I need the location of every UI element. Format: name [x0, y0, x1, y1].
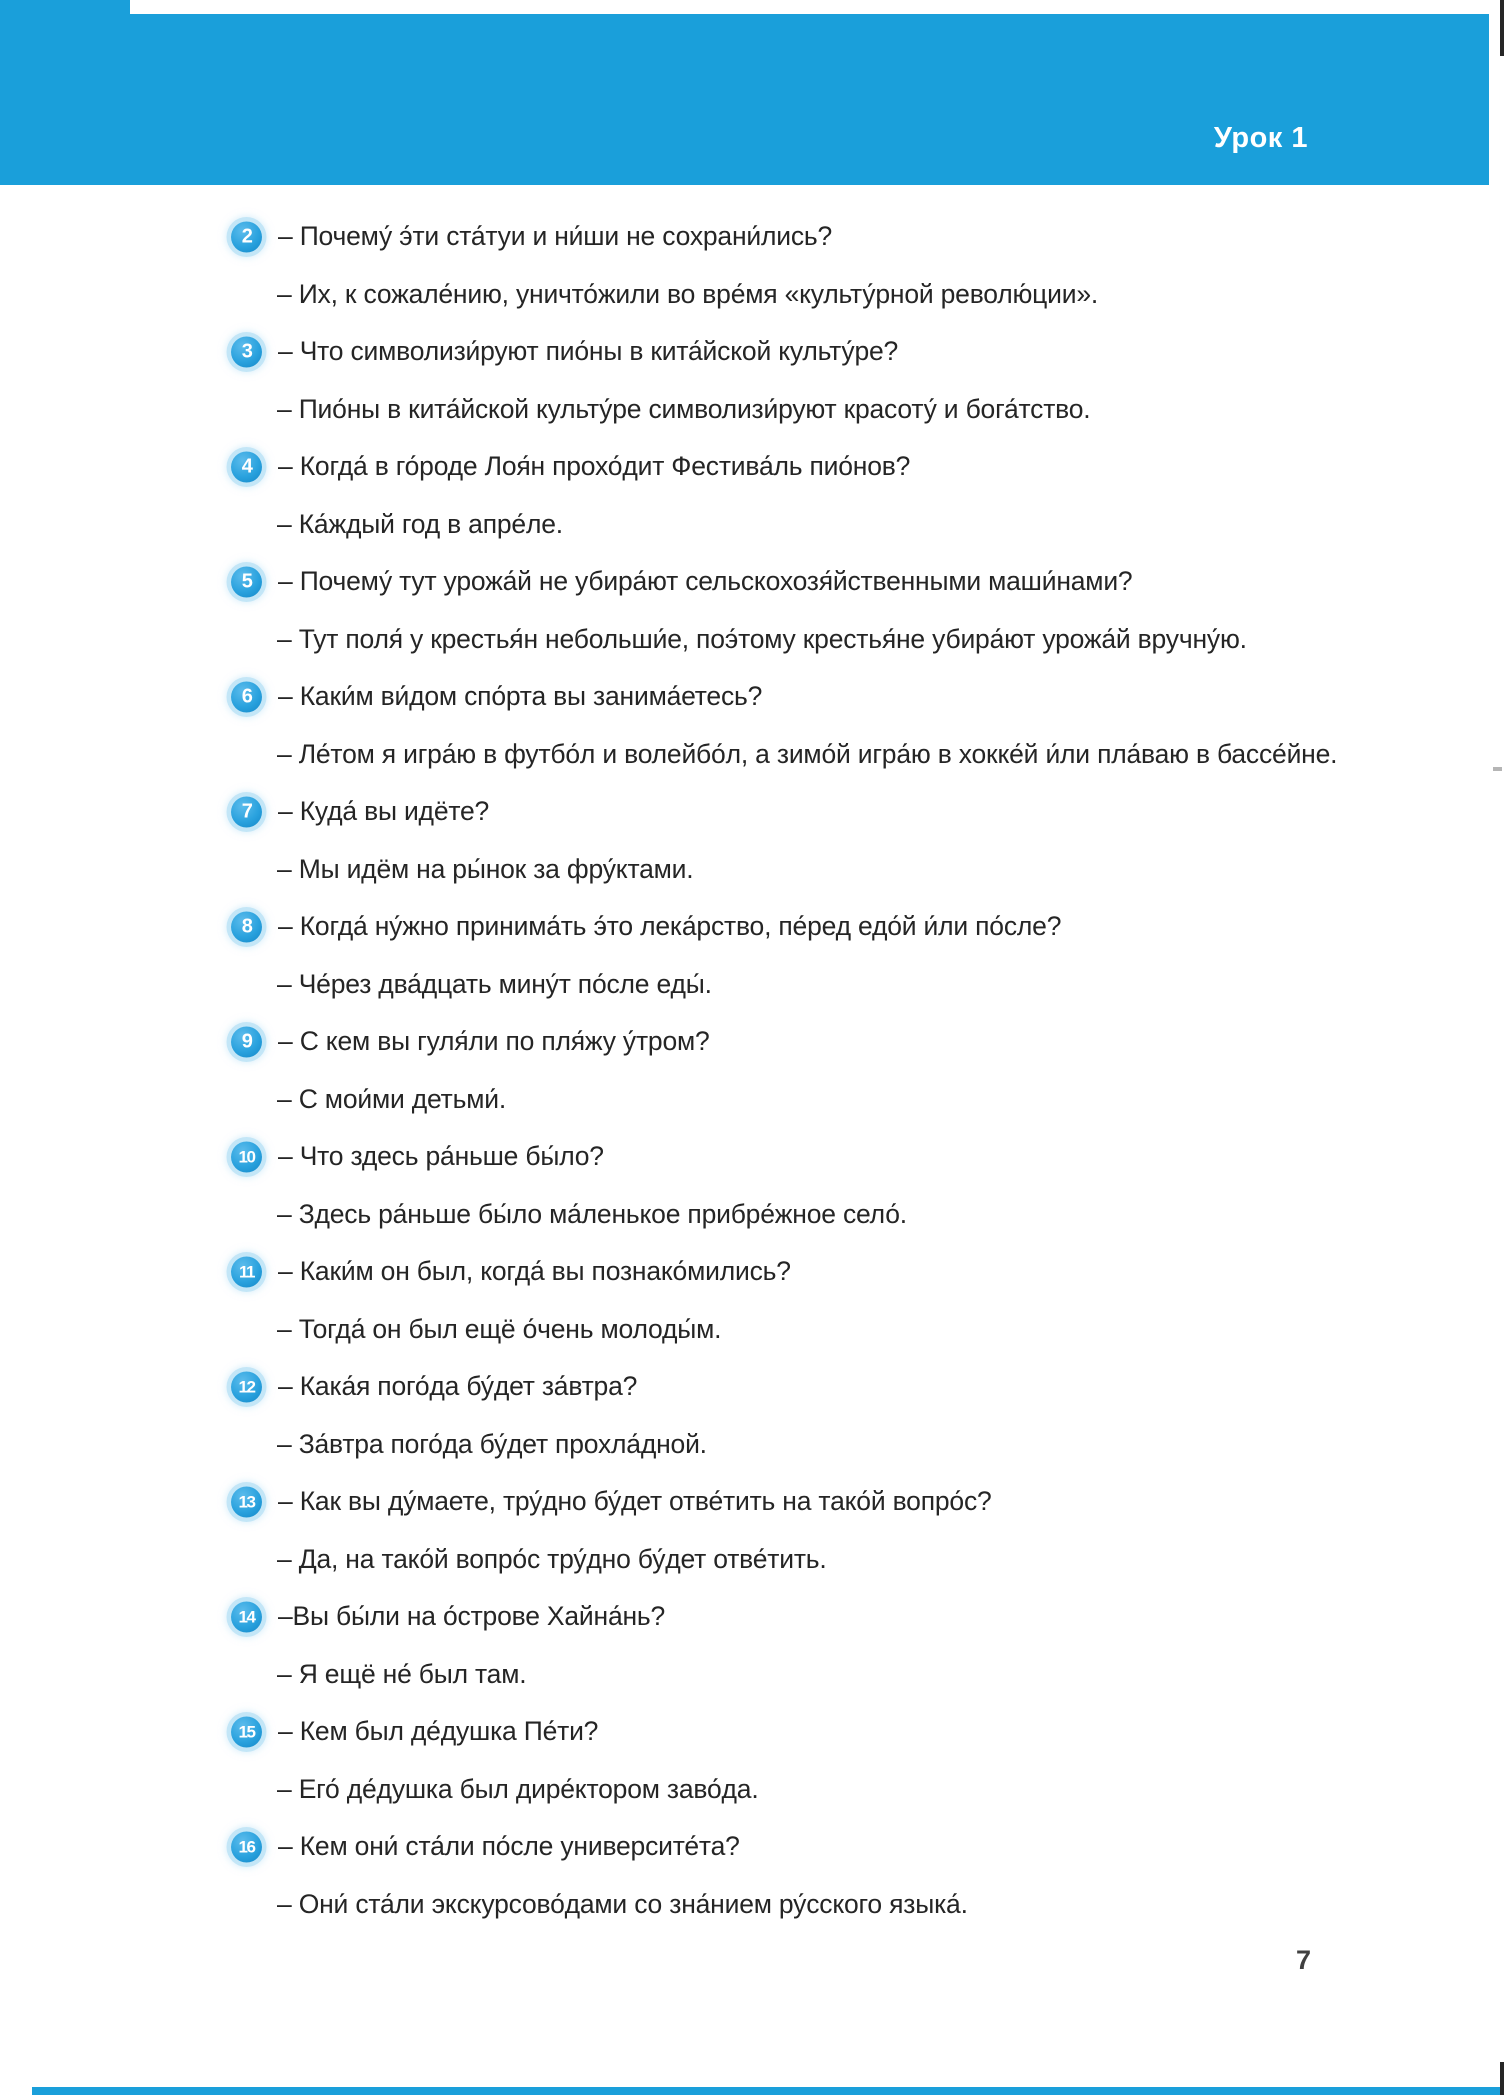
- answer-line: [0, 726, 1504, 784]
- scan-edge-artifact-dash: [1493, 767, 1502, 771]
- item-number: 14: [238, 1607, 255, 1627]
- question-line: [0, 1473, 1504, 1531]
- answer-line: [0, 956, 1504, 1014]
- item-number: 9: [241, 1030, 252, 1053]
- dialogue-item: [0, 898, 1504, 1013]
- item-number: 5: [241, 570, 252, 593]
- answer-text: – Тогда́ он был ещё о́чень молоды́м.: [277, 1313, 722, 1344]
- item-number-badge: [231, 1371, 262, 1402]
- question-line: [0, 898, 1504, 956]
- item-number: 11: [239, 1262, 254, 1282]
- question-line: [0, 1703, 1504, 1761]
- question-text: – Когда́ ну́жно принима́ть э́то лека́рство, пе́ред едо́й и́ли по́сле?: [278, 911, 1062, 942]
- question-line: [0, 323, 1504, 381]
- item-number: 4: [241, 455, 252, 478]
- dialogue-item: [0, 438, 1504, 553]
- item-number: 15: [238, 1722, 255, 1742]
- question-line: [0, 668, 1504, 726]
- answer-text: – Его́ де́душка был дире́ктором заво́да.: [277, 1773, 759, 1804]
- item-number-badge: [231, 1026, 262, 1057]
- answer-line: [0, 266, 1504, 324]
- item-number-badge: [231, 1256, 262, 1287]
- dialogue-item: [0, 208, 1504, 323]
- answer-text: – Ка́ждый год в апре́ле.: [277, 508, 563, 539]
- question-line: [0, 1243, 1504, 1301]
- answer-line: [0, 1416, 1504, 1474]
- question-text: – Когда́ в го́роде Лоя́н прохо́дит Фестива́ль пио́нов?: [278, 451, 911, 482]
- question-text: – Почему́ тут урожа́й не убира́ют сельскохозя́йственными маши́нами?: [278, 566, 1133, 597]
- question-text: – Что символизи́руют пио́ны в кита́йской культу́ре?: [278, 336, 899, 367]
- item-number: 2: [241, 225, 252, 248]
- item-number: 16: [238, 1837, 255, 1857]
- question-text: – Как вы ду́маете, тру́дно бу́дет отве́тить на тако́й вопро́с?: [278, 1486, 992, 1517]
- scan-edge-artifact-top: [1500, 0, 1504, 56]
- dialogue-item: [0, 1013, 1504, 1128]
- question-line: [0, 208, 1504, 266]
- dialogue-item: [0, 1358, 1504, 1473]
- answer-line: [0, 1646, 1504, 1704]
- answer-text: – Здесь ра́ньше бы́ло ма́ленькое прибре́жное село́.: [277, 1198, 907, 1229]
- question-line: [0, 438, 1504, 496]
- question-text: – С кем вы гуля́ли по пля́жу у́тром?: [278, 1026, 710, 1057]
- item-number: 3: [241, 340, 252, 363]
- question-text: – Каки́м он был, когда́ вы познако́мились?: [278, 1256, 791, 1287]
- dialogue-item: [0, 553, 1504, 668]
- item-number: 10: [238, 1147, 255, 1167]
- item-number-badge: [231, 1601, 262, 1632]
- question-text: – Что здесь ра́ньше бы́ло?: [278, 1141, 604, 1172]
- item-number: 13: [238, 1492, 255, 1512]
- dialogue-item: [0, 1588, 1504, 1703]
- dialogue-item: [0, 783, 1504, 898]
- answer-text: – Че́рез два́дцать мину́т по́сле еды́.: [277, 968, 712, 999]
- scan-edge-artifact-bottom: [1500, 2062, 1504, 2095]
- question-line: [0, 553, 1504, 611]
- dialogue-item: [0, 1128, 1504, 1243]
- page-number: 7: [1296, 1945, 1312, 1975]
- answer-line: [0, 1876, 1504, 1934]
- item-number-badge: [231, 1486, 262, 1517]
- dialogue-item: [0, 1818, 1504, 1933]
- answer-line: [0, 1071, 1504, 1129]
- dialogue-item: [0, 1243, 1504, 1358]
- answer-text: – Мы идём на ры́нок за фру́ктами.: [277, 853, 694, 884]
- item-number-badge: [231, 566, 262, 597]
- item-number: 7: [241, 800, 252, 823]
- answer-line: [0, 1761, 1504, 1819]
- question-text: – Кем был де́душка Пе́ти?: [278, 1716, 599, 1747]
- item-number-badge: [231, 336, 262, 367]
- item-number-badge: [231, 681, 262, 712]
- answer-line: [0, 496, 1504, 554]
- answer-text: – Да, на тако́й вопро́с тру́дно бу́дет отве́тить.: [277, 1543, 827, 1574]
- dialogue-item: [0, 1703, 1504, 1818]
- item-number-badge: [231, 1716, 262, 1747]
- question-line: [0, 1358, 1504, 1416]
- answer-text: – С мои́ми детьми́.: [277, 1083, 506, 1114]
- question-text: – Кака́я пого́да бу́дет за́втра?: [278, 1371, 638, 1402]
- answer-text: – Ле́том я игра́ю в футбо́л и волейбо́л, а зимо́й игра́ю в хокке́й и́ли пла́ваю в бассе́йне.: [277, 738, 1338, 769]
- answer-text: – Они́ ста́ли экскурсово́дами со зна́нием ру́сского языка́.: [277, 1888, 968, 1919]
- item-number-badge: [231, 796, 262, 827]
- item-number-badge: [231, 221, 262, 252]
- dialogue-list: [0, 208, 1504, 1933]
- question-text: – Куда́ вы идёте?: [278, 796, 490, 827]
- header-band: [0, 14, 1489, 185]
- question-line: [0, 1588, 1504, 1646]
- question-text: – Почему́ э́ти ста́туи и ни́ши не сохрани́лись?: [278, 221, 833, 252]
- answer-text: – Пио́ны в кита́йской культу́ре символизи́руют красоту́ и бога́тство.: [277, 393, 1091, 424]
- item-number-badge: [231, 911, 262, 942]
- question-line: [0, 1818, 1504, 1876]
- dialogue-item: [0, 1473, 1504, 1588]
- item-number: 8: [241, 915, 252, 938]
- item-number: 6: [241, 685, 252, 708]
- lesson-label: Урок 1: [1213, 122, 1308, 154]
- answer-line: [0, 841, 1504, 899]
- dialogue-item: [0, 668, 1504, 783]
- question-text: – Кем они́ ста́ли по́сле университе́та?: [278, 1831, 740, 1862]
- bottom-blue-rule: [32, 2087, 1504, 2095]
- header-band-bleed-tab: [0, 0, 130, 15]
- answer-line: [0, 1531, 1504, 1589]
- answer-text: – За́втра пого́да бу́дет прохла́дной.: [277, 1428, 707, 1459]
- question-text: –Вы бы́ли на о́строве Хайна́нь?: [278, 1601, 666, 1632]
- answer-line: [0, 611, 1504, 669]
- item-number-badge: [231, 451, 262, 482]
- item-number-badge: [231, 1141, 262, 1172]
- answer-line: [0, 1186, 1504, 1244]
- answer-line: [0, 1301, 1504, 1359]
- answer-text: – Тут поля́ у крестья́н небольши́е, поэ́тому крестья́не убира́ют урожа́й вручну́ю.: [277, 623, 1247, 654]
- answer-line: [0, 381, 1504, 439]
- answer-text: – Их, к сожале́нию, уничто́жили во вре́мя «культу́рной револю́ции».: [277, 278, 1099, 309]
- question-line: [0, 783, 1504, 841]
- question-line: [0, 1128, 1504, 1186]
- question-line: [0, 1013, 1504, 1071]
- question-text: – Каки́м ви́дом спо́рта вы занима́етесь?: [278, 681, 763, 712]
- item-number-badge: [231, 1831, 262, 1862]
- dialogue-item: [0, 323, 1504, 438]
- answer-text: – Я ещё не́ был там.: [277, 1658, 527, 1689]
- item-number: 12: [238, 1377, 255, 1397]
